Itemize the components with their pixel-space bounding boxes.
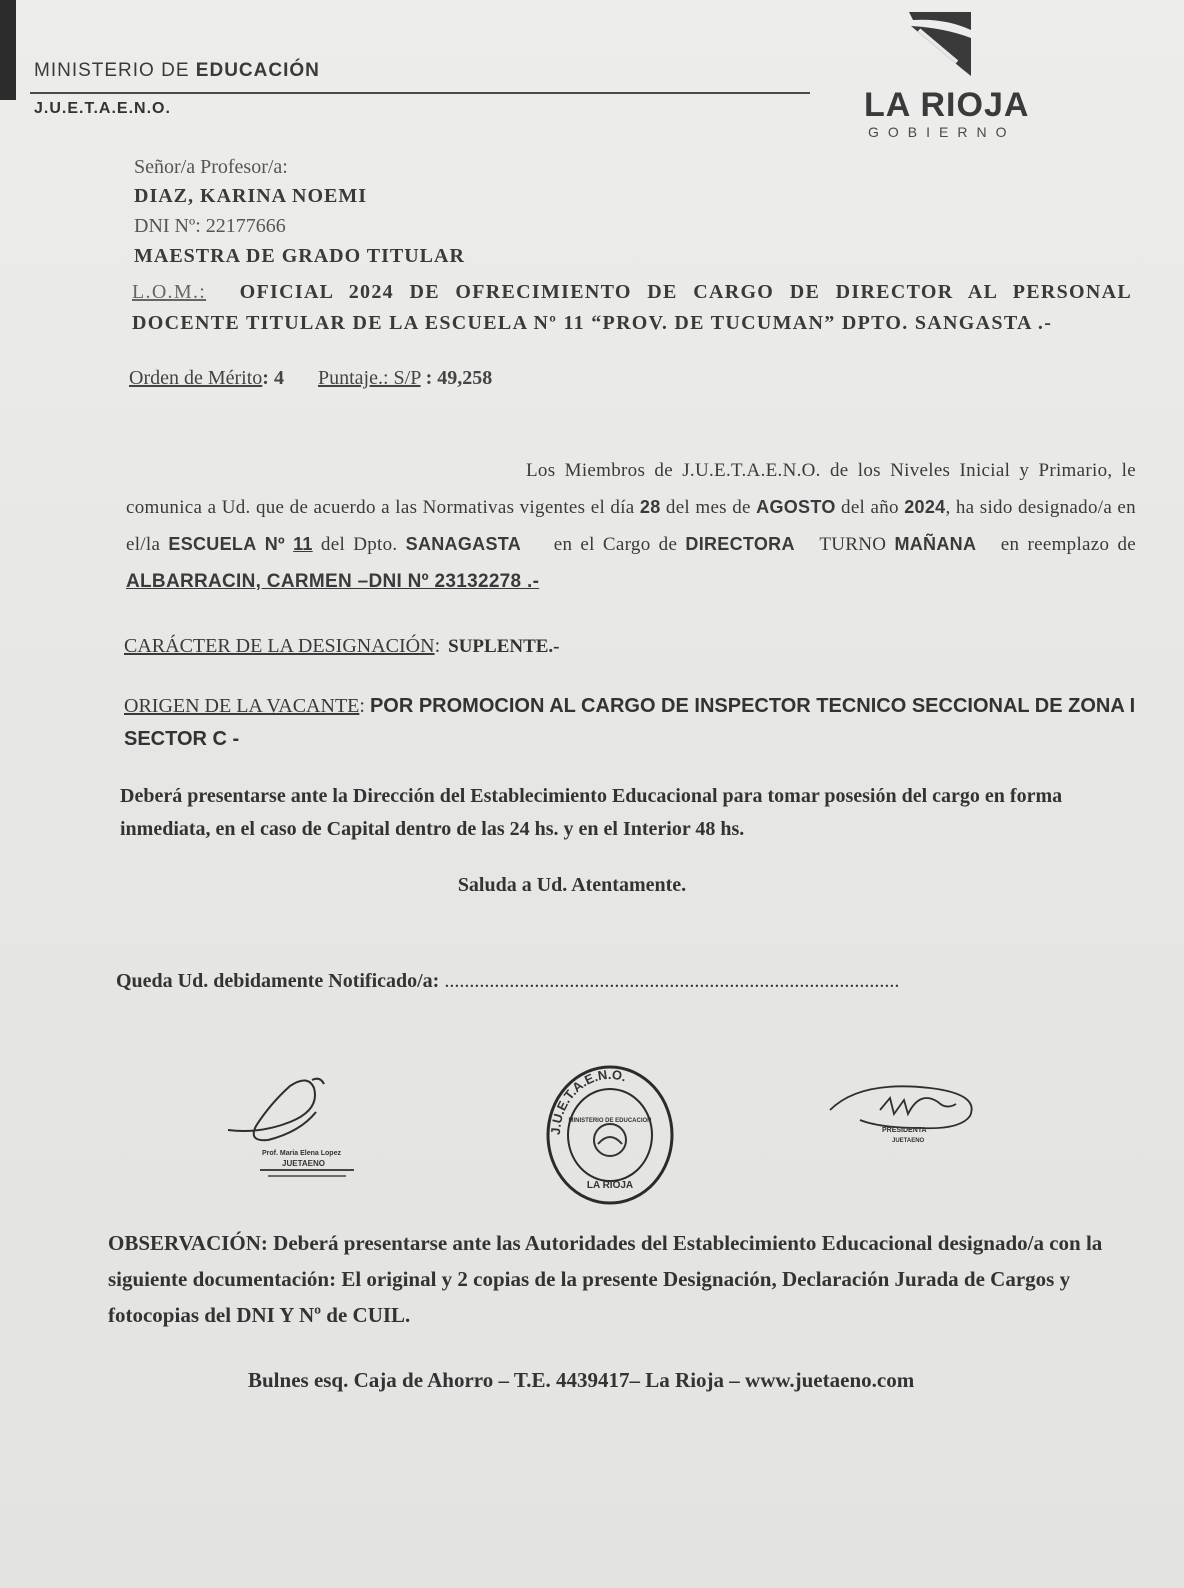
origin-label: ORIGEN DE LA VACANTE bbox=[124, 695, 360, 717]
lom-text: OFICIAL 2024 DE OFRECIMIENTO DE CARGO DE DIRECTOR AL PERSONAL DOCENTE TITULAR DE LA ESCUELA Nº 11 “PROV. DE TUCUMAN” DPTO. SANGASTA .- bbox=[132, 281, 1132, 334]
score-label: Puntaje.: S/P bbox=[317, 367, 421, 389]
observation-paragraph bbox=[108, 1225, 1148, 1333]
dni-line: DNI Nº: 22177666 bbox=[134, 215, 286, 237]
addressee-position: MAESTRA DE GRADO TITULAR bbox=[134, 245, 465, 267]
score-value: : 49,258 bbox=[425, 367, 493, 389]
right-signature bbox=[820, 1080, 990, 1170]
logo-name: LA RIOJA bbox=[864, 86, 1030, 124]
stamp-ring-text: MINISTERIO DE EDUCACION bbox=[568, 1118, 652, 1124]
character-value: SUPLENTE.- bbox=[448, 636, 560, 657]
dni-value: 22177666 bbox=[205, 215, 286, 237]
ministry-bold: EDUCACIÓN bbox=[195, 60, 320, 81]
year: 2024 bbox=[904, 497, 946, 517]
cargo: DIRECTORA bbox=[685, 534, 795, 554]
scan-edge bbox=[0, 0, 16, 100]
merit-label: Orden de Mérito bbox=[129, 367, 263, 389]
stamp-bottom-text: LA RIOJA bbox=[586, 1180, 634, 1191]
day: 28 bbox=[639, 497, 661, 517]
footer-contact: Bulnes esq. Caja de Ahorro – T.E. 4439417– La Rioja – www.juetaeno.com bbox=[248, 1368, 915, 1392]
official-stamp bbox=[540, 1060, 680, 1210]
character-label: CARÁCTER DE LA DESIGNACIÓN bbox=[124, 635, 435, 657]
notified-dots: ........................................................................................... bbox=[444, 970, 900, 992]
presentation-notice: Deberá presentarse ante la Dirección del Establecimiento Educacional para tomar posesión del cargo en forma inmediata, en el caso de Capital dentro de las 24 hs. y en el Interior 48 hs. bbox=[120, 785, 1063, 840]
origin-line: ORIGEN DE LA VACANTE: POR PROMOCION AL CARGO DE INSPECTOR TECNICO SECCIONAL DE ZONA I SECTOR C - bbox=[124, 695, 1136, 750]
observation-label: OBSERVACIÓN: bbox=[108, 1231, 268, 1255]
left-signature-org: JUETAENO bbox=[282, 1159, 325, 1168]
stamp-top-text: J.U.E.T.A.E.N.O. bbox=[547, 1066, 629, 1136]
merit-value: : 4 bbox=[262, 367, 284, 389]
designation-paragraph: Los Miembros de J.U.E.T.A.E.N.O. de los Niveles Inicial y Primario, le comunica a Ud. que de acuerdo a las Normativas vigentes el día 28 del mes de AGOSTO del año 2024, ha sido designado/a en el/la ESCUELA Nº 11 del Dpto. SANAGASTA en el Cargo de DIRECTORA TURNO MAÑANA en reemplazo de ALBARRACIN, CARMEN –DNI Nº 23132278 .- bbox=[126, 460, 1137, 592]
left-signature bbox=[220, 1070, 370, 1200]
la-rioja-logo-icon bbox=[905, 8, 975, 80]
school-type: ESCUELA bbox=[168, 534, 257, 554]
origin-value: POR PROMOCION AL CARGO DE INSPECTOR TECNICO SECCIONAL DE ZONA I SECTOR C - bbox=[124, 695, 1136, 750]
org-acronym: J.U.E.T.A.E.N.O. bbox=[34, 100, 171, 117]
logo-subtitle: GOBIERNO bbox=[868, 124, 1016, 140]
left-signature-caption: Prof. Maria Elena Lopez bbox=[262, 1150, 341, 1157]
department: SANAGASTA bbox=[405, 534, 522, 554]
salutation: Señor/a Profesor/a: bbox=[134, 156, 288, 178]
turno: MAÑANA bbox=[894, 534, 977, 554]
ministry-heading: MINISTERIO DE EDUCACIÓN bbox=[34, 60, 320, 81]
right-signature-org: JUETAENO bbox=[892, 1138, 925, 1144]
lom-label: L.O.M.: bbox=[132, 281, 207, 303]
school-number: 11 bbox=[293, 534, 313, 554]
closing-line: Saluda a Ud. Atentamente. bbox=[457, 874, 687, 896]
lom-paragraph bbox=[132, 277, 1132, 339]
merit-line bbox=[129, 367, 492, 390]
notified-line: Queda Ud. debidamente Notificado/a: ........................................................................................... bbox=[116, 970, 900, 992]
replacement-value: ALBARRACIN, CARMEN –DNI Nº 23132278 .- bbox=[126, 571, 540, 592]
right-signature-caption: PRESIDENTA bbox=[882, 1127, 927, 1134]
header-divider bbox=[30, 92, 810, 94]
character-line: CARÁCTER DE LA DESIGNACIÓN: SUPLENTE.- bbox=[124, 635, 560, 657]
observation-text: Deberá presentarse ante las Autoridades del Establecimiento Educacional designado/a con la siguiente documentación: El original y 2 copias de la presente Designación, Declaración Jurada de Cargos y fotocopias del DNI Y Nº de CUIL. bbox=[108, 1231, 1103, 1327]
addressee-name: DIAZ, KARINA NOEMI bbox=[134, 185, 368, 207]
month: AGOSTO bbox=[756, 497, 836, 517]
